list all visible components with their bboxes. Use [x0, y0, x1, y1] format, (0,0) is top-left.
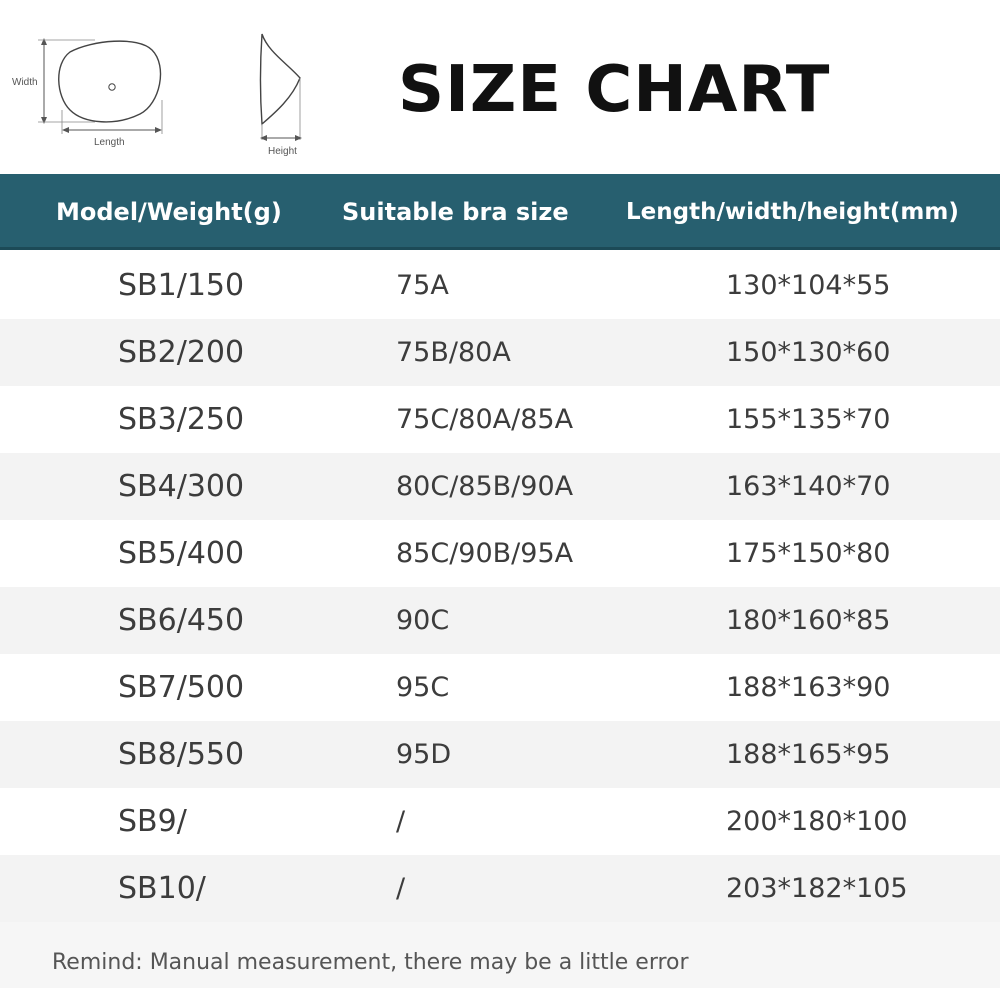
dimensions-cell: 203*182*105 [726, 873, 908, 904]
model-weight-cell: SB7/500 [118, 670, 245, 705]
remind-note: Remind: Manual measurement, there may be a little error [52, 950, 689, 975]
dimensions-cell: 130*104*55 [726, 270, 891, 301]
size-table [0, 252, 1000, 922]
table-row [0, 721, 1000, 788]
bra-size-cell: 75A [396, 270, 449, 301]
dimensions-cell: 150*130*60 [726, 337, 891, 368]
table-row [0, 319, 1000, 386]
table-row [0, 453, 1000, 520]
table-header [0, 174, 1000, 250]
table-row [0, 788, 1000, 855]
dimensions-cell: 180*160*85 [726, 605, 891, 636]
bra-size-cell: 80C/85B/90A [396, 471, 574, 502]
header-model-weight: Model/Weight(g) [56, 198, 282, 226]
model-weight-cell: SB1/150 [118, 268, 245, 303]
model-weight-cell: SB3/250 [118, 402, 245, 437]
bra-size-cell: 85C/90B/95A [396, 538, 574, 569]
bra-size-cell: 75C/80A/85A [396, 404, 574, 435]
product-diagrams [0, 0, 340, 170]
dimensions-cell: 188*163*90 [726, 672, 891, 703]
model-weight-cell: SB9/ [118, 804, 187, 839]
model-weight-cell: SB8/550 [118, 737, 245, 772]
model-weight-cell: SB5/400 [118, 536, 245, 571]
length-label: Length [94, 137, 125, 148]
dimensions-cell: 155*135*70 [726, 404, 891, 435]
dimensions-cell: 175*150*80 [726, 538, 891, 569]
table-row [0, 855, 1000, 922]
dimensions-cell: 200*180*100 [726, 806, 908, 837]
table-row [0, 654, 1000, 721]
header-dimensions: Length/width/height(mm) [626, 199, 959, 225]
dimensions-cell: 163*140*70 [726, 471, 891, 502]
bra-size-cell: 95C [396, 672, 450, 703]
model-weight-cell: SB2/200 [118, 335, 245, 370]
width-label: Width [12, 77, 38, 88]
table-row [0, 587, 1000, 654]
model-weight-cell: SB4/300 [118, 469, 245, 504]
model-weight-cell: SB10/ [118, 871, 206, 906]
bra-size-cell: / [396, 806, 406, 837]
bra-size-cell: / [396, 873, 406, 904]
header-bra-size: Suitable bra size [342, 198, 569, 226]
model-weight-cell: SB6/450 [118, 603, 245, 638]
table-row [0, 520, 1000, 587]
table-row [0, 386, 1000, 453]
dimension-diagram-icon [0, 0, 340, 170]
bra-size-cell: 75B/80A [396, 337, 511, 368]
page-title: SIZE CHART [398, 53, 831, 127]
bra-size-cell: 95D [396, 739, 452, 770]
bra-size-cell: 90C [396, 605, 450, 636]
dimensions-cell: 188*165*95 [726, 739, 891, 770]
height-label: Height [268, 146, 297, 157]
table-row [0, 252, 1000, 319]
